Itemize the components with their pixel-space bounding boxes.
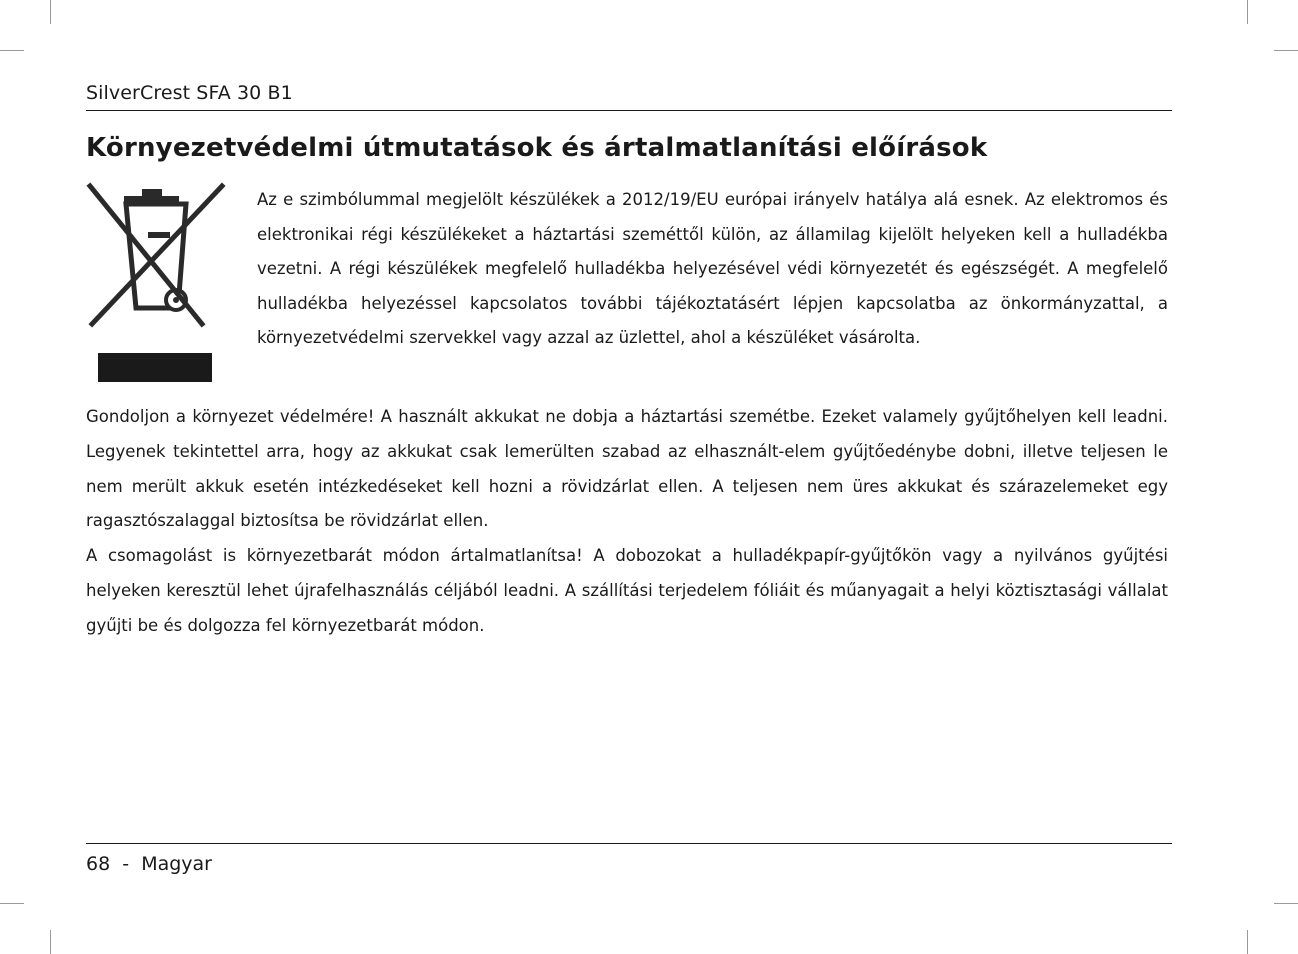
crop-mark-top-right-h [1274,50,1298,51]
crop-mark-bottom-left [50,930,51,954]
crop-mark-top-left [50,0,51,24]
page-footer [86,843,1172,875]
section-title: Környezetvédelmi útmutatások és ártalmatlanítási előírások [86,133,988,163]
weee-crossed-bin-icon [84,180,229,385]
footer-separator: - [110,853,142,875]
crop-mark-top-left-h [0,50,24,51]
body-text [86,400,1168,644]
page-header [86,80,1172,111]
intro-paragraph: Az e szimbólummal megjelölt készülékek a 2012/19/EU európai irányelv hatálya alá esnek. Az elektromos és elektronikai régi készülékeket a háztartási szeméttől külön, az államilag kijelölt helyeken kell a hulladékba vezetni. A régi készülékek megfelelő hulladékba helyezésével védi környezetét és egészségét. A megfelelő hulladékba helyezéssel kapcsolatos további tájékoztatásért lépjen kapcsolatba az önkormányzattal, a környezetvédelmi szervekkel vagy azzal az üzlettel, ahol a készüléket vásárolta. [257,190,1168,347]
header-product-name: SilverCrest SFA 30 B1 [86,82,293,104]
footer-text [86,853,212,875]
crop-mark-top-right [1247,0,1248,24]
weee-intro-text [257,183,1168,356]
battery-paragraph: Gondoljon a környezet védelmére! A használt akkukat ne dobja a háztartási szemétbe. Ezeket valamely gyűjtőhelyen kell leadni. Legyenek tekintettel arra, hogy az akkukat csak lemerülten szabad az elhasznált-elem gyűjtőedénybe dobni, illetve teljesen le nem merült akkuk esetén intézkedéseket kell hozni a rövidzárlat ellen. A teljesen nem üres akkukat és szárazelemeket egy ragasztószalaggal biztosítsa be rövidzárlat ellen. [86,407,1168,531]
crop-mark-bottom-right-h [1274,903,1298,904]
footer-language: Magyar [141,853,212,875]
page-number: 68 [86,853,111,875]
packaging-paragraph: A csomagolást is környezetbarát módon ártalmatlanítsa! A dobozokat a hulladékpapír-gyűjtőkön vagy a nyilvános gyűjtési helyeken keresztül lehet újrafelhasználás céljából leadni. A szállítási terjedelem fóliáit és műanyagait a helyi köztisztasági vállalat gyűjti be és dolgozza fel környezetbarát módon. [86,546,1168,635]
crop-mark-bottom-left-h [0,903,24,904]
crop-mark-bottom-right [1247,930,1248,954]
